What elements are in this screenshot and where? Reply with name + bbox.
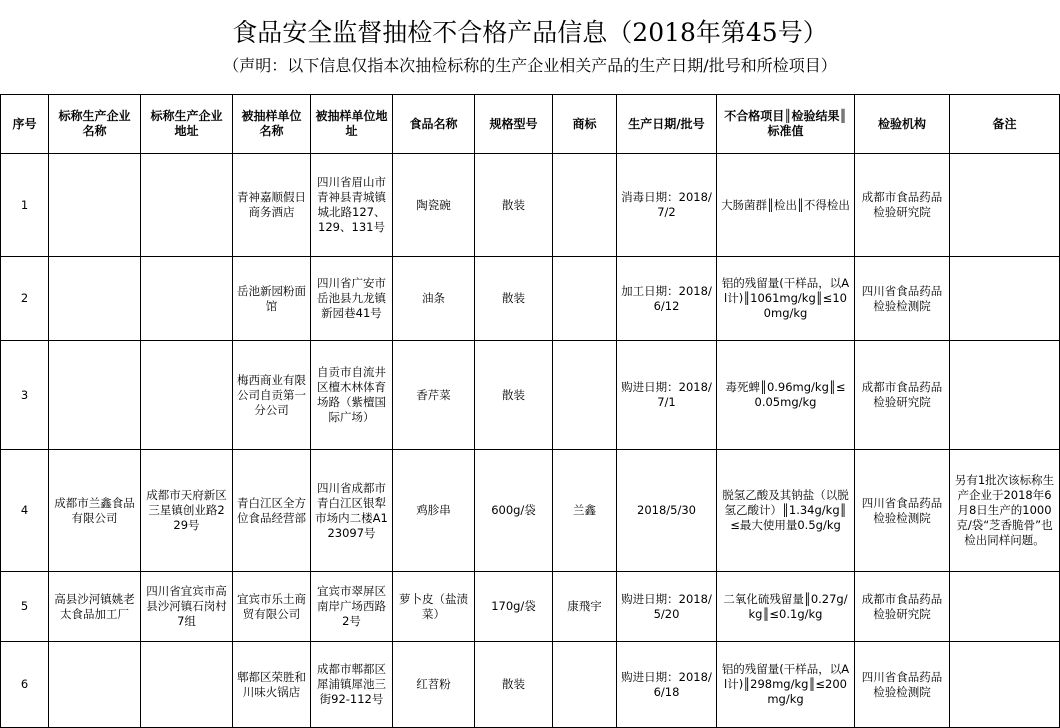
table-row [1,450,1060,572]
cell-brand [553,341,617,450]
cell-food: 鸡胗串 [393,450,475,572]
header-food: 食品名称 [393,95,475,154]
cell-maker: 成都市兰鑫食品有限公司 [49,450,141,572]
header-spec: 规格型号 [475,95,553,154]
cell-sampled-address: 自贡市自流井区檀木林体育场路（紫檀国际广场） [311,341,393,450]
cell-food: 油条 [393,257,475,341]
header-sampled-unit: 被抽样单位名称 [233,95,311,154]
cell-seq: 4 [1,450,49,572]
cell-brand [553,257,617,341]
cell-sampled-address: 宜宾市翠屏区南岸广场西路2号 [311,572,393,642]
header-seq: 序号 [1,95,49,154]
cell-spec: 散装 [475,154,553,257]
cell-date: 2018/5/30 [617,450,717,572]
header-failed-item: 不合格项目║检验结果║标准值 [717,95,855,154]
cell-sampled-unit: 青神嘉顺假日商务酒店 [233,154,311,257]
cell-failed-item: 脱氢乙酸及其钠盐（以脱氢乙酸计）║1.34g/kg║≤最大使用量0.5g/kg [717,450,855,572]
cell-date: 购进日期：2018/5/20 [617,572,717,642]
cell-food: 香芹菜 [393,341,475,450]
cell-seq: 1 [1,154,49,257]
cell-brand [553,642,617,728]
page-subtitle: （声明：以下信息仅指本次抽检标称的生产企业相关产品的生产日期/批号和所检项目） [223,56,837,75]
table-row [1,572,1060,642]
header-sampled-address: 被抽样单位地址 [311,95,393,154]
table-row [1,154,1060,257]
cell-lab: 成都市食品药品检验研究院 [855,154,950,257]
table-header-row [1,95,1060,154]
cell-sampled-unit: 郫都区荣胜和川味火锅店 [233,642,311,728]
cell-spec: 600g/袋 [475,450,553,572]
cell-lab: 四川省食品药品检验检测院 [855,257,950,341]
cell-seq: 5 [1,572,49,642]
cell-maker [49,341,141,450]
cell-maker [49,257,141,341]
cell-maker-address [141,341,233,450]
cell-food: 萝卜皮（盐渍菜） [393,572,475,642]
cell-maker [49,642,141,728]
cell-spec: 170g/袋 [475,572,553,642]
page-title: 食品安全监督抽检不合格产品信息（2018年第45号） [232,18,828,47]
cell-failed-item: 二氧化硫残留量║0.27g/kg║≤0.1g/kg [717,572,855,642]
cell-note [950,341,1060,450]
cell-failed-item: 铝的残留量(干样品，以Al计)║298mg/kg║≤200mg/kg [717,642,855,728]
cell-lab: 成都市食品药品检验研究院 [855,341,950,450]
cell-sampled-address: 四川省成都市青白江区银犁市场内二楼A123097号 [311,450,393,572]
cell-note: 另有1批次该标称生产企业于2018年6月8日生产的1000克/袋“芝香脆骨”也检出同样问题。 [950,450,1060,572]
cell-date: 购进日期：2018/6/18 [617,642,717,728]
cell-date: 消毒日期：2018/7/2 [617,154,717,257]
table-row [1,257,1060,341]
cell-sampled-unit: 宜宾市乐土商贸有限公司 [233,572,311,642]
cell-lab: 成都市食品药品检验研究院 [855,572,950,642]
header-date: 生产日期/批号 [617,95,717,154]
header-note: 备注 [950,95,1060,154]
cell-seq: 6 [1,642,49,728]
cell-maker [49,154,141,257]
cell-note [950,572,1060,642]
cell-food: 红苕粉 [393,642,475,728]
results-table [0,94,1060,728]
cell-spec: 散装 [475,642,553,728]
cell-lab: 四川省食品药品检验检测院 [855,642,950,728]
cell-food: 陶瓷碗 [393,154,475,257]
cell-brand: 兰鑫 [553,450,617,572]
cell-seq: 2 [1,257,49,341]
cell-spec: 散装 [475,257,553,341]
cell-maker: 高县沙河镇姚老太食品加工厂 [49,572,141,642]
header-maker-address: 标称生产企业地址 [141,95,233,154]
cell-sampled-address: 成都市郫都区犀浦镇犀池三街92-112号 [311,642,393,728]
cell-note [950,257,1060,341]
cell-sampled-address: 四川省眉山市青神县青城镇城北路127、129、131号 [311,154,393,257]
table-row [1,341,1060,450]
cell-sampled-unit: 梅西商业有限公司自贡第一分公司 [233,341,311,450]
cell-seq: 3 [1,341,49,450]
cell-failed-item: 大肠菌群║检出║不得检出 [717,154,855,257]
cell-date: 加工日期：2018/6/12 [617,257,717,341]
cell-sampled-unit: 岳池新园粉面馆 [233,257,311,341]
cell-brand [553,154,617,257]
header-brand: 商标 [553,95,617,154]
cell-spec: 散装 [475,341,553,450]
header-lab: 检验机构 [855,95,950,154]
cell-note [950,642,1060,728]
header-maker: 标称生产企业名称 [49,95,141,154]
cell-sampled-unit: 青白江区全方位食品经营部 [233,450,311,572]
cell-date: 购进日期：2018/7/1 [617,341,717,450]
cell-maker-address [141,257,233,341]
cell-sampled-address: 四川省广安市岳池县九龙镇新园巷41号 [311,257,393,341]
cell-brand: 康飛宇 [553,572,617,642]
cell-maker-address: 四川省宜宾市高县沙河镇石岗村7组 [141,572,233,642]
cell-maker-address: 成都市天府新区三星镇创业路229号 [141,450,233,572]
cell-maker-address [141,642,233,728]
cell-note [950,154,1060,257]
table-row [1,642,1060,728]
cell-maker-address [141,154,233,257]
cell-failed-item: 毒死蜱║0.96mg/kg║≤0.05mg/kg [717,341,855,450]
cell-failed-item: 铝的残留量(干样品，以Al计)║1061mg/kg║≤100mg/kg [717,257,855,341]
cell-lab: 四川省食品药品检验检测院 [855,450,950,572]
